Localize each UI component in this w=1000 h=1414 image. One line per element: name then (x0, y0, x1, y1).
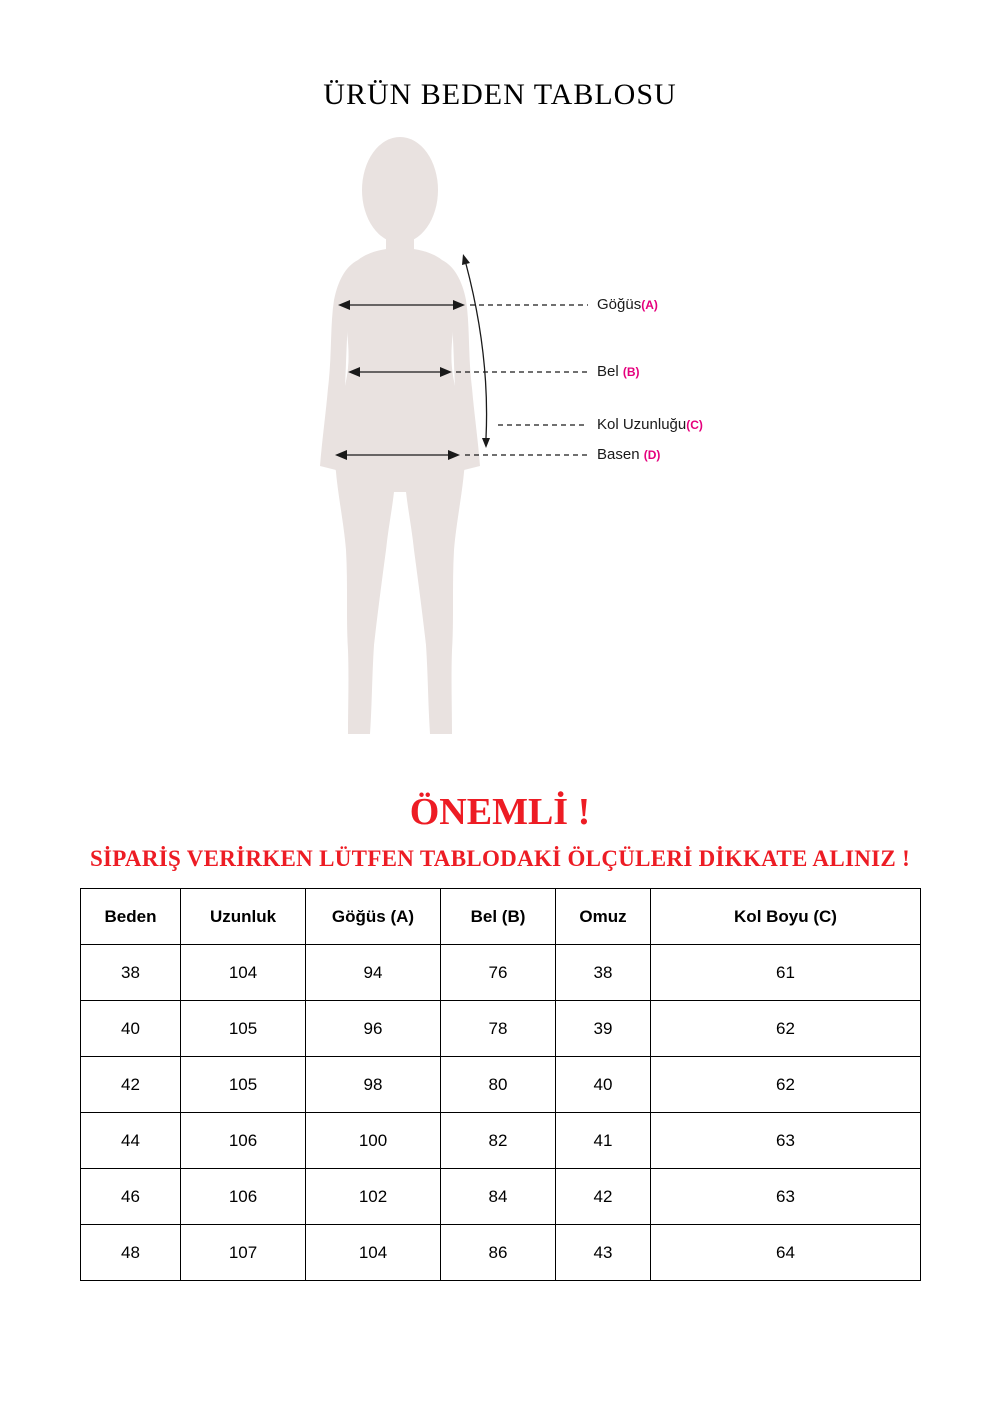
table-cell: 38 (556, 945, 651, 1001)
table-cell: 84 (441, 1169, 556, 1225)
table-cell: 105 (181, 1001, 306, 1057)
label-hip-letter: (D) (643, 448, 661, 462)
table-cell: 106 (181, 1113, 306, 1169)
table-row (81, 1113, 921, 1169)
table-cell: 78 (441, 1001, 556, 1057)
table-cell: 80 (441, 1057, 556, 1113)
table-cell: 96 (306, 1001, 441, 1057)
table-cell: 105 (181, 1057, 306, 1113)
label-waist (597, 363, 640, 380)
label-arm-length (597, 416, 703, 433)
table-cell: 42 (556, 1169, 651, 1225)
size-table (80, 888, 921, 1281)
column-header: Uzunluk (181, 889, 306, 945)
table-cell: 107 (181, 1225, 306, 1281)
table-cell: 40 (556, 1057, 651, 1113)
label-arm-length-text: Kol Uzunluğu (597, 416, 687, 433)
table-cell: 63 (651, 1113, 921, 1169)
column-header: Kol Boyu (C) (651, 889, 921, 945)
table-row (81, 1169, 921, 1225)
size-table-header-row (81, 889, 921, 945)
table-cell: 43 (556, 1225, 651, 1281)
table-cell: 102 (306, 1169, 441, 1225)
column-header: Bel (B) (441, 889, 556, 945)
label-arm-length-letter: (C) (686, 418, 703, 432)
body-silhouette-graphic (280, 130, 610, 760)
table-cell: 39 (556, 1001, 651, 1057)
label-hip (597, 446, 660, 463)
measurement-diagram (280, 130, 703, 760)
table-cell: 62 (651, 1057, 921, 1113)
warning-text: SİPARİŞ VERİRKEN LÜTFEN TABLODAKİ ÖLÇÜLERİ DİKKATE ALINIZ ! (89, 846, 911, 871)
table-cell: 40 (81, 1001, 181, 1057)
table-cell: 42 (81, 1057, 181, 1113)
table-cell: 44 (81, 1113, 181, 1169)
table-cell: 98 (306, 1057, 441, 1113)
label-chest (597, 296, 658, 313)
table-cell: 86 (441, 1225, 556, 1281)
table-cell: 64 (651, 1225, 921, 1281)
table-row (81, 1225, 921, 1281)
warning-heading: ÖNEMLİ ! (409, 791, 591, 833)
table-row (81, 945, 921, 1001)
size-table-body (81, 945, 921, 1281)
table-cell: 63 (651, 1169, 921, 1225)
silhouette-body (335, 248, 466, 734)
label-chest-text: Göğüs (597, 296, 642, 313)
table-cell: 82 (441, 1113, 556, 1169)
column-header: Beden (81, 889, 181, 945)
table-cell: 48 (81, 1225, 181, 1281)
table-cell: 61 (651, 945, 921, 1001)
table-cell: 76 (441, 945, 556, 1001)
column-header: Omuz (556, 889, 651, 945)
label-waist-text: Bel (597, 363, 623, 380)
column-header: Göğüs (A) (306, 889, 441, 945)
table-cell: 94 (306, 945, 441, 1001)
table-cell: 41 (556, 1113, 651, 1169)
table-cell: 38 (81, 945, 181, 1001)
page-title: ÜRÜN BEDEN TABLOSU (323, 78, 677, 111)
table-cell: 104 (181, 945, 306, 1001)
table-row (81, 1001, 921, 1057)
label-chest-letter: (A) (641, 298, 658, 312)
table-cell: 106 (181, 1169, 306, 1225)
table-cell: 46 (81, 1169, 181, 1225)
table-cell: 104 (306, 1225, 441, 1281)
table-cell: 62 (651, 1001, 921, 1057)
label-hip-text: Basen (597, 446, 644, 463)
label-waist-letter: (B) (622, 365, 640, 379)
table-row (81, 1057, 921, 1113)
table-cell: 100 (306, 1113, 441, 1169)
